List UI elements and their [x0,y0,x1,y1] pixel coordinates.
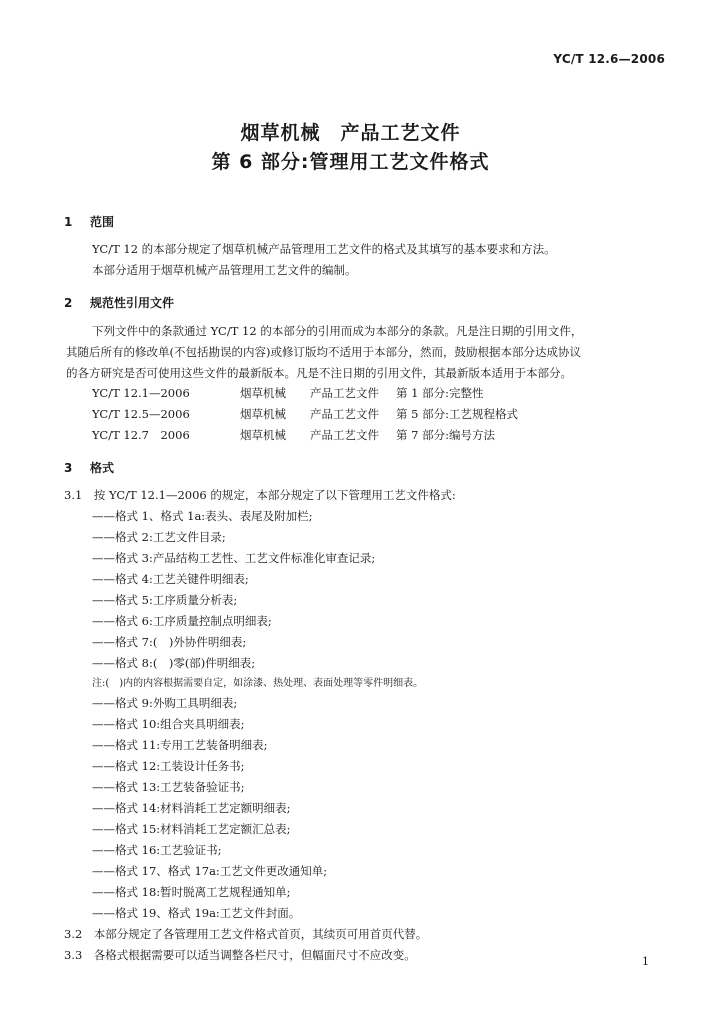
section-3-heading [64,459,114,476]
list-item: ——格式 10:组合夹具明细表; [92,717,245,731]
clause-3-1: 3.1 按 YC/T 12.1—2006 的规定，本部分规定了以下管理用工艺文件格式: [64,488,456,502]
list-item: ——格式 16:工艺验证书; [92,843,222,857]
section-title: 规范性引用文件 [90,296,175,310]
list-item: ——格式 8:( )零(部)件明细表; [92,656,256,670]
standard-code: YC/T 12.6—2006 [553,52,665,66]
ref-part-c: 第 1 部分:完整性 [396,386,484,400]
ref-part-b: 产品工艺文件 [310,386,379,400]
reference-row [92,408,518,422]
list-item: ——格式 18:暂时脱离工艺规程通知单; [92,885,291,899]
list-item: ——格式 9:外购工具明细表; [92,696,238,710]
clause-3-3: 3.3 各格式根据需要可以适当调整各栏尺寸，但幅面尺寸不应改变。 [64,948,416,962]
list-item: ——格式 14:材料消耗工艺定额明细表; [92,801,291,815]
section-number: 1 [64,215,73,229]
ref-code: YC/T 12.5—2006 [92,407,190,421]
page-number: 1 [642,955,649,968]
document-title-line2: 第 6 部分:管理用工艺文件格式 [211,151,490,173]
ref-part-b: 产品工艺文件 [310,428,379,442]
ref-part-c: 第 5 部分:工艺规程格式 [396,407,519,421]
section-2-heading [64,294,174,311]
clause-3-2: 3.2 本部分规定了各管理用工艺文件格式首页，其续页可用首页代替。 [64,927,428,941]
list-item: ——格式 4:工艺关键件明细表; [92,572,249,586]
note: 注:( )内的内容根据需要自定，如涂漆、热处理、表面处理等零件明细表。 [92,678,424,689]
section-1-heading [64,213,114,230]
paragraph: 下列文件中的条款通过 YC/T 12 的本部分的引用而成为本部分的条款。凡是注日期的引用文件， [92,324,583,338]
section-title: 范围 [90,215,115,229]
paragraph: 其随后所有的修改单(不包括勘误的内容)或修订版均不适用于本部分，然而，鼓励根据本部分达成协议 [66,345,581,359]
reference-row [92,387,484,401]
list-item: ——格式 3:产品结构工艺性、工艺文件标准化审查记录; [92,551,376,565]
list-item: ——格式 5:工序质量分析表; [92,593,238,607]
ref-part-c: 第 7 部分:编号方法 [396,428,496,442]
ref-code: YC/T 12.1—2006 [92,386,190,400]
list-item: ——格式 7:( )外协件明细表; [92,635,247,649]
paragraph: 本部分适用于烟草机械产品管理用工艺文件的编制。 [92,263,357,277]
section-title: 格式 [90,461,115,475]
paragraph: 的各方研究是否可使用这些文件的最新版本。凡是不注日期的引用文件，其最新版本适用于本部分。 [66,366,572,380]
list-item: ——格式 12:工装设计任务书; [92,759,245,773]
list-item: ——格式 17、格式 17a:工艺文件更改通知单; [92,864,328,878]
ref-part-a: 烟草机械 [240,407,286,421]
reference-row [92,429,495,443]
section-number: 2 [64,296,73,310]
list-item: ——格式 15:材料消耗工艺定额汇总表; [92,822,291,836]
ref-part-a: 烟草机械 [240,428,286,442]
paragraph: YC/T 12 的本部分规定了烟草机械产品管理用工艺文件的格式及其填写的基本要求和方法。 [92,242,556,256]
ref-code: YC/T 12.7 2006 [92,428,190,442]
ref-part-a: 烟草机械 [240,386,286,400]
list-item: ——格式 1、格式 1a:表头、表尾及附加栏; [92,509,313,523]
list-item: ——格式 19、格式 19a:工艺文件封面。 [92,906,301,920]
ref-part-b: 产品工艺文件 [310,407,379,421]
list-item: ——格式 2:工艺文件目录; [92,530,226,544]
section-number: 3 [64,461,73,475]
list-item: ——格式 6:工序质量控制点明细表; [92,614,272,628]
list-item: ——格式 11:专用工艺装备明细表; [92,738,268,752]
list-item: ——格式 13:工艺装备验证书; [92,780,245,794]
document-title-line1: 烟草机械 产品工艺文件 [240,122,461,144]
